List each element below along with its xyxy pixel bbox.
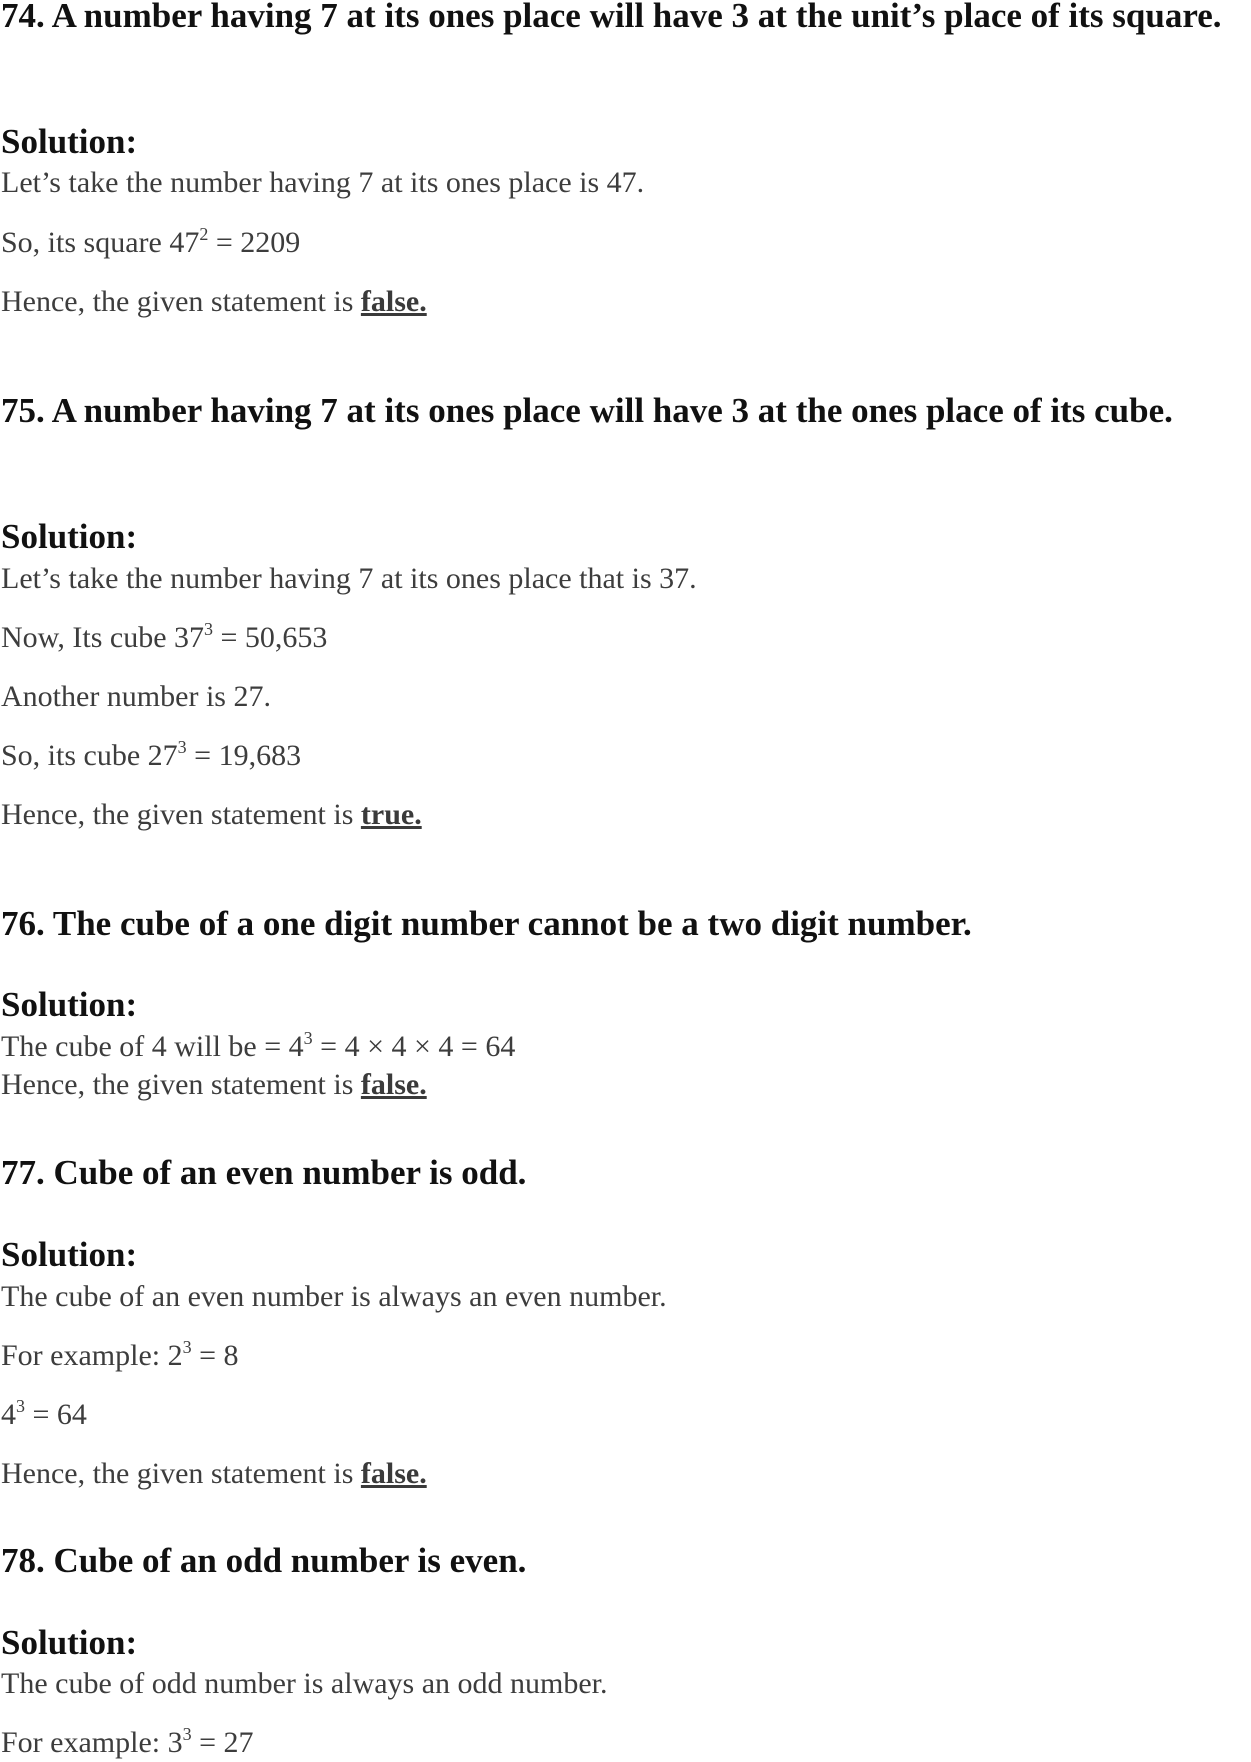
question-75-line-3: Another number is 27. <box>1 680 271 713</box>
question-77-line-2: For example: $2^3 = 8$ <box>1 1337 239 1372</box>
question-74-solution-label: Solution: <box>1 122 138 161</box>
question-77-heading: 77. Cube of an even number is odd. <box>1 1153 527 1192</box>
question-74-line-1: Let’s take the number having 7 at its ones place is 47. <box>1 166 645 199</box>
question-74-line-2: So, its square $47^2 = 2209$ <box>1 224 301 259</box>
question-78-heading: 78. Cube of an odd number is even. <box>1 1541 527 1580</box>
question-75-heading: 75. A number having 7 at its ones place will have 3 at the ones place of its cube. <box>1 391 1173 430</box>
question-78-line-2: For example: $3^3 = 27$ <box>1 1724 254 1759</box>
question-75-line-1: Let’s take the number having 7 at its ones place that is 37. <box>1 562 697 595</box>
answer-false: false. <box>360 1457 427 1490</box>
question-77-line-3: $4^3 = 64$ <box>1 1396 87 1431</box>
answer-false: false. <box>360 1068 427 1101</box>
question-77-solution-label: Solution: <box>1 1235 138 1274</box>
question-76-heading: 76. The cube of a one digit number cannot be a two digit number. <box>1 904 972 943</box>
question-77-line-1: The cube of an even number is always an even number. <box>1 1280 667 1313</box>
question-78-line-1: The cube of odd number is always an odd number. <box>1 1667 608 1700</box>
question-76-conclusion: Hence, the given statement is false. <box>1 1068 427 1101</box>
question-75-conclusion: Hence, the given statement is true. <box>1 798 422 831</box>
answer-false: false. <box>360 285 427 318</box>
question-77-conclusion: Hence, the given statement is false. <box>1 1457 427 1490</box>
question-75-line-2: Now, Its cube $37^3 = 50,653$ <box>1 619 328 654</box>
question-74-heading: 74. A number having 7 at its ones place will have 3 at the unit’s place of its square. <box>1 0 1222 35</box>
question-76-solution-label: Solution: <box>1 985 138 1024</box>
question-76-line-1: The cube of 4 will be = $4^3 = 4 \times 4 \times 4 = 64$ <box>1 1028 516 1063</box>
answer-true: true. <box>360 798 422 831</box>
question-78-solution-label: Solution: <box>1 1623 138 1662</box>
question-75-line-4: So, its cube $27^3 = 19,683$ <box>1 737 302 772</box>
question-74-conclusion: Hence, the given statement is false. <box>1 285 427 318</box>
question-75-solution-label: Solution: <box>1 517 138 556</box>
